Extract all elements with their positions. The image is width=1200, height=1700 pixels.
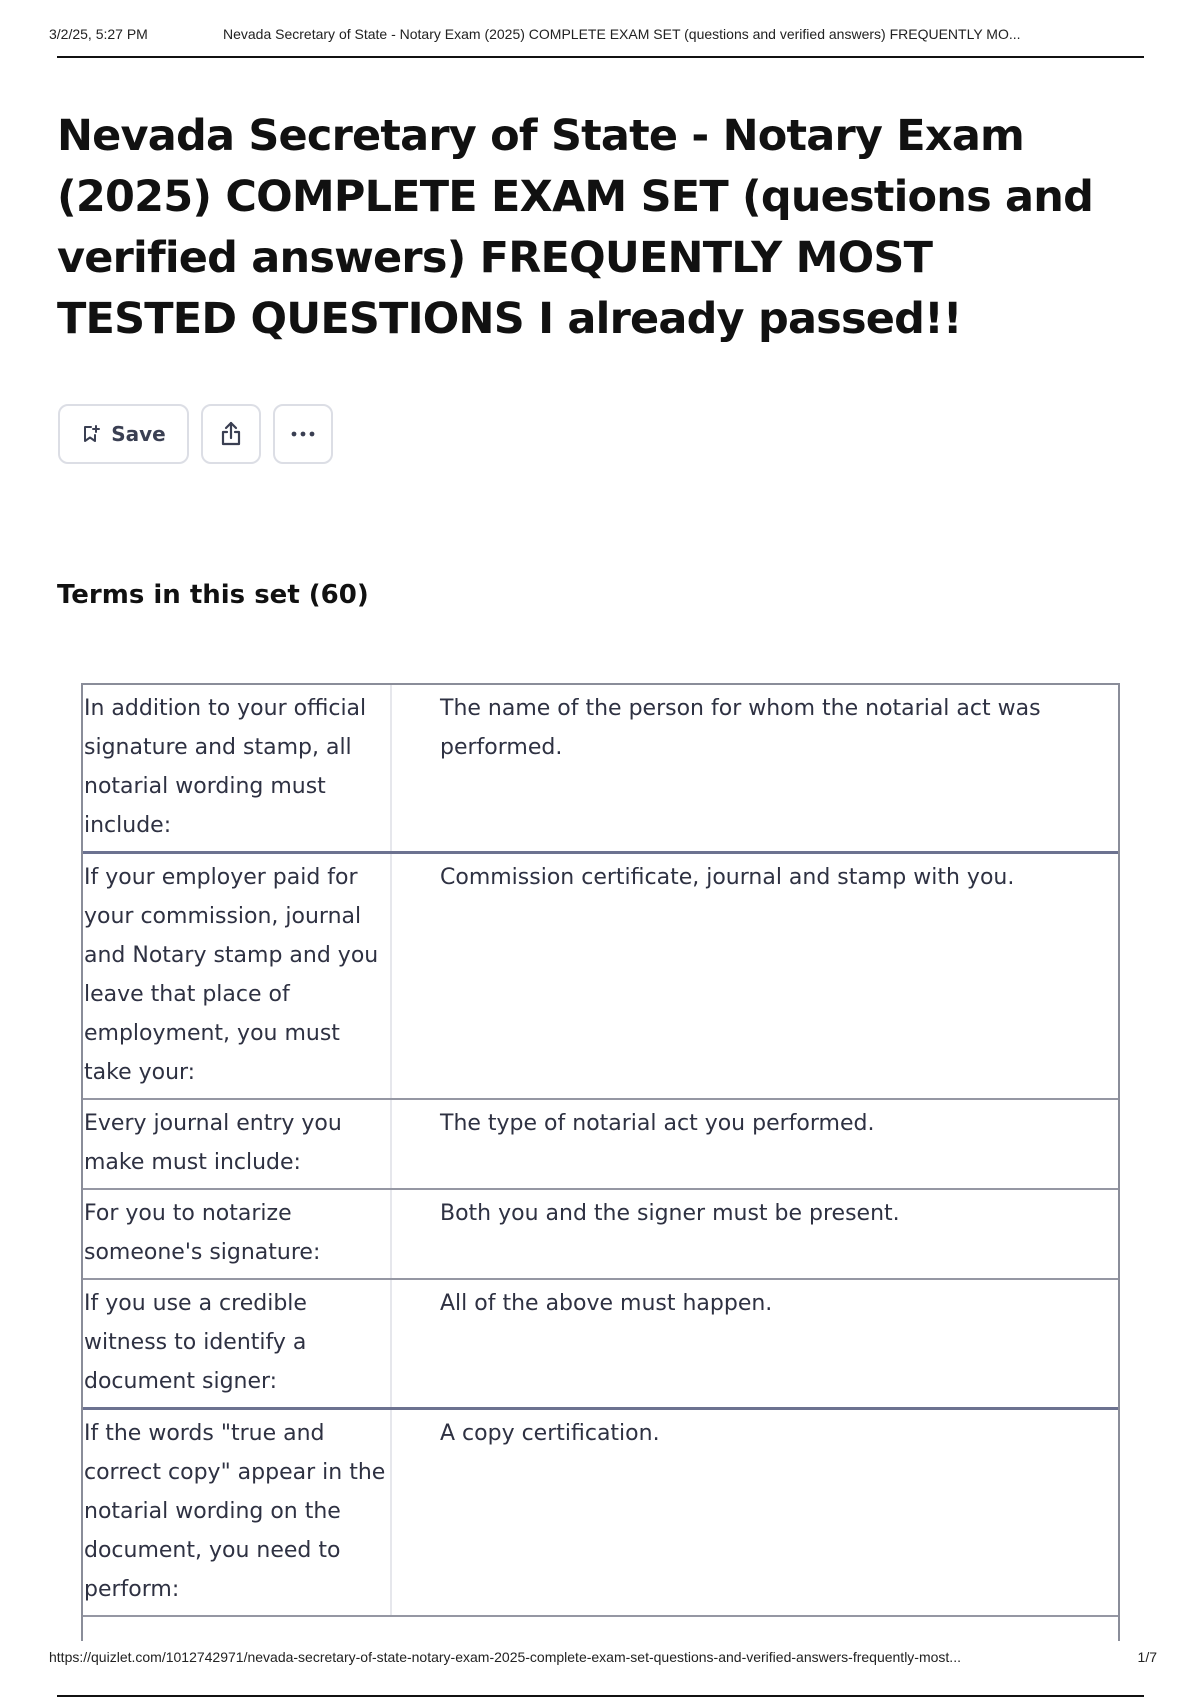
term-text: Every journal entry you make must include: [83,1100,392,1188]
more-options-button[interactable] [273,404,333,464]
page-number: 1/7 [1137,1649,1157,1665]
term-row [83,685,1118,854]
share-button[interactable] [201,404,261,464]
term-text: For you to notarize someone's signature: [83,1190,392,1278]
term-text: In addition to your official signature and stamp, all notarial wording must include: [83,685,392,851]
print-timestamp: 3/2/25, 5:27 PM [49,26,148,42]
definition-text: The type of notarial act you performed. [440,1111,875,1136]
save-button[interactable] [58,404,189,464]
term-text: If the words "true and correct copy" appear in the notarial wording on the document, you need to perform: [83,1410,392,1615]
term-row [83,1100,1118,1190]
term-row [83,1280,1118,1410]
definition-text: All of the above must happen. [440,1291,773,1316]
action-bar [58,404,333,464]
definition-text: Both you and the signer must be present. [440,1201,900,1226]
share-icon [217,420,245,448]
term-row [83,1190,1118,1280]
print-url: https://quizlet.com/1012742971/nevada-secretary-of-state-notary-exam-2025-complete-exam-set-questions-and-verified-answers-frequently-most... [49,1649,961,1665]
bookmark-plus-icon [81,424,101,444]
header-divider [57,56,1144,58]
term-row [83,1410,1118,1617]
terms-heading: Terms in this set (60) [57,580,369,610]
footer-divider [57,1695,1144,1697]
term-text: If you use a credible witness to identify a document signer: [83,1280,392,1407]
terms-table [81,683,1120,1641]
term-row [83,854,1118,1100]
print-header [49,26,1144,58]
definition-text: A copy certification. [440,1421,660,1446]
print-footer [49,1649,1157,1665]
definition-text: Commission certificate, journal and stamp with you. [440,865,1015,890]
print-page-title: Nevada Secretary of State - Notary Exam (2025) COMPLETE EXAM SET (questions and verified answers) FREQUENTLY MO... [223,26,1021,42]
save-label: Save [111,422,166,446]
more-horizontal-icon [289,430,317,438]
definition-text: The name of the person for whom the notarial act was performed. [440,696,1041,760]
set-title: Nevada Secretary of State - Notary Exam (2025) COMPLETE EXAM SET (questions and verified answers) FREQUENTLY MOST TESTED QUESTIONS I already passed!! [57,111,1094,344]
term-text: If your employer paid for your commission, journal and Notary stamp and you leave that place of employment, you must take your: [83,854,392,1098]
